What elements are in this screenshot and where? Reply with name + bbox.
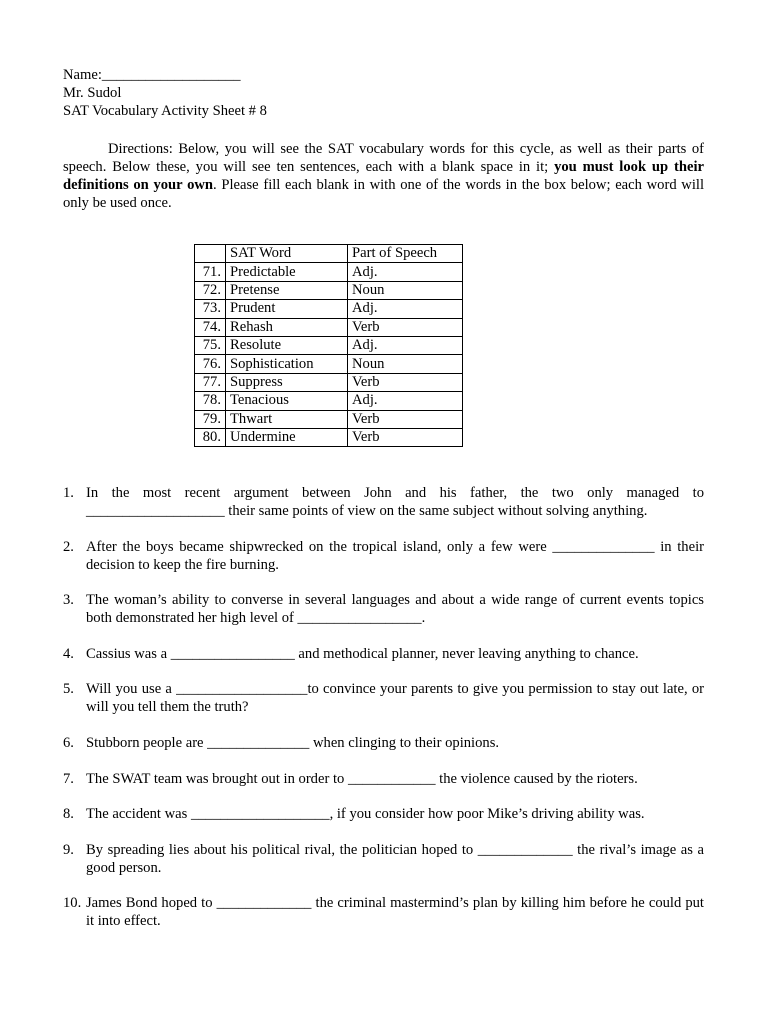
word-number: 79. [195, 410, 226, 428]
question-number: 7. [63, 770, 74, 787]
table-row [195, 410, 463, 428]
directions-paragraph [63, 140, 704, 212]
table-row [195, 392, 463, 410]
vocab-word: Sophistication [226, 355, 348, 373]
vocab-word: Rehash [226, 318, 348, 336]
part-of-speech: Verb [348, 373, 463, 391]
question-number: 4. [63, 645, 74, 662]
header-word-cell: SAT Word [226, 245, 348, 263]
question-number: 6. [63, 734, 74, 751]
question-text: The woman’s ability to converse in several languages and about a wide range of current events topics both demonstrated her high level of _________________. [86, 592, 704, 627]
question-text: In the most recent argument between John and his father, the two only managed to ___________________ their same points of view on the same subject without solving anything. [86, 485, 704, 519]
vocab-table-header-row [195, 245, 463, 263]
question-text: James Bond hoped to _____________ the criminal mastermind’s plan by killing him before he could put it into effect. [86, 895, 704, 930]
directions-text-2: . Please fill each blank in with one of the words in the box below; each word will only be used once. [63, 177, 704, 211]
question-number: 3. [63, 592, 74, 609]
part-of-speech: Adj. [348, 263, 463, 281]
word-number: 80. [195, 428, 226, 446]
word-number: 72. [195, 281, 226, 299]
question-number: 5. [63, 681, 74, 698]
header-number-cell [195, 245, 226, 263]
question-item [63, 734, 704, 752]
question-item [63, 591, 704, 627]
question-list [63, 484, 704, 948]
word-number: 75. [195, 336, 226, 354]
directions-bold-text: you must look up their definitions on your own [63, 159, 704, 193]
worksheet-page [63, 66, 704, 930]
question-text: Cassius was a _________________ and methodical planner, never leaving anything to chance. [86, 645, 639, 662]
question-text: After the boys became shipwrecked on the tropical island, only a few were ______________ in their decision to keep the fire burning. [86, 538, 704, 573]
table-row [195, 318, 463, 336]
word-number: 74. [195, 318, 226, 336]
part-of-speech: Noun [348, 355, 463, 373]
part-of-speech: Adj. [348, 392, 463, 410]
question-item [63, 841, 704, 877]
part-of-speech: Adj. [348, 336, 463, 354]
question-item [63, 894, 704, 930]
part-of-speech: Verb [348, 428, 463, 446]
question-item [63, 645, 704, 663]
vocab-word: Prudent [226, 300, 348, 318]
table-row [195, 355, 463, 373]
question-number: 2. [63, 538, 74, 555]
table-row [195, 263, 463, 281]
question-item [63, 680, 704, 716]
sheet-title: SAT Vocabulary Activity Sheet # 8 [63, 103, 267, 119]
question-item [63, 538, 704, 574]
vocab-word: Thwart [226, 410, 348, 428]
word-number: 77. [195, 373, 226, 391]
question-number: 1. [63, 485, 74, 501]
question-number: 9. [63, 841, 74, 858]
vocab-word: Undermine [226, 428, 348, 446]
question-number: 8. [63, 806, 74, 823]
part-of-speech: Noun [348, 281, 463, 299]
word-number: 78. [195, 392, 226, 410]
vocab-table [194, 244, 463, 447]
directions-text-1: Directions: Below, you will see the SAT vocabulary words for this cycle, as well as their parts of speech. Below these, you will see ten sentences, each with a blank space in it; [63, 141, 704, 175]
part-of-speech: Verb [348, 410, 463, 428]
table-row [195, 300, 463, 318]
question-text: The SWAT team was brought out in order to ____________ the violence caused by the rioters. [86, 770, 638, 787]
teacher-name: Mr. Sudol [63, 85, 122, 101]
question-item [63, 484, 704, 520]
question-text: The accident was ___________________, if you consider how poor Mike’s driving ability was. [86, 806, 645, 823]
question-item [63, 805, 704, 823]
question-text: By spreading lies about his political rival, the politician hoped to _____________ the rival’s image as a good person. [86, 841, 704, 876]
vocab-word: Predictable [226, 263, 348, 281]
table-row [195, 336, 463, 354]
question-text: Will you use a __________________to convince your parents to give you permission to stay out late, or will you tell them the truth? [86, 681, 704, 716]
vocab-word: Pretense [226, 281, 348, 299]
word-number: 73. [195, 300, 226, 318]
question-item [63, 770, 704, 788]
word-number: 76. [195, 355, 226, 373]
student-name-line: Name:___________________ [63, 67, 241, 83]
vocab-word: Resolute [226, 336, 348, 354]
vocab-word: Suppress [226, 373, 348, 391]
part-of-speech: Verb [348, 318, 463, 336]
part-of-speech: Adj. [348, 300, 463, 318]
table-row [195, 373, 463, 391]
question-number: 10. [63, 895, 82, 912]
header-pos-cell: Part of Speech [348, 245, 463, 263]
word-number: 71. [195, 263, 226, 281]
table-row [195, 281, 463, 299]
vocab-word: Tenacious [226, 392, 348, 410]
question-text: Stubborn people are ______________ when clinging to their opinions. [86, 734, 500, 751]
table-row [195, 428, 463, 446]
